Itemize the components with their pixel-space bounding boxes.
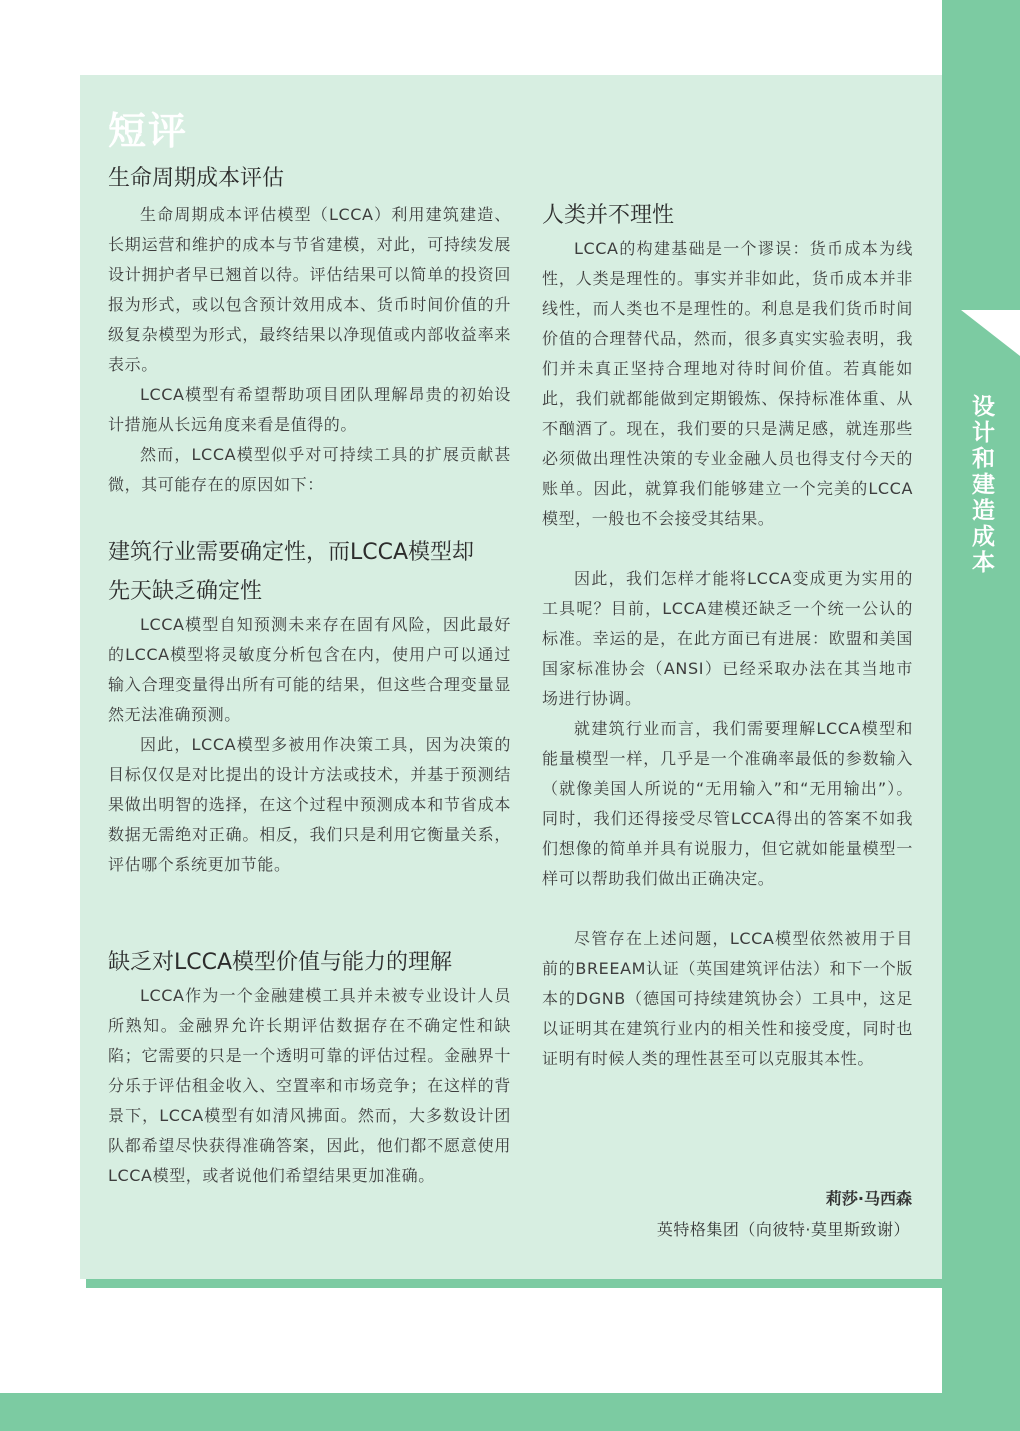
paragraph: LCCA模型有希望帮助项目团队理解昂贵的初始设计措施从长远角度来看是值得的。 [108,385,511,434]
heading-not-rational: 人类并不理性 [542,203,675,228]
section-label: 短评 [108,109,189,153]
paragraph: 生命周期成本评估模型（LCCA）利用建筑建造、长期运营和维护的成本与节省建模，对此，可持续发展设计拥护者早已翘首以待。评估结果可以简单的投资回报为形式，或以包含预计效用成本、货币时间价值的升级复杂模型为形式，最终结果以净现值或内部收益率来表示。 [108,205,511,374]
heading-lifecycle-cost: 生命周期成本评估 [108,166,285,191]
paragraph: LCCA的构建基础是一个谬误：货币成本为线性，人类是理性的。事实并非如此，货币成本并非线性，而人类也不是理性的。利息是我们货币时间价值的合理替代品，然而，很多真实实验表明，我们并未真正坚持合理地对待时间价值。若真能如此，我们就都能做到定期锻炼、保持标准体重、从不酗酒了。现在，我们要的只是满足感，就连那些必须做出理性决策的专业金融人员也得支付今天的账单。因此，就算我们能够建立一个完美的LCCA模型，一般也不会接受其结果。 [542,239,913,528]
paragraph: 尽管存在上述问题，LCCA模型依然被用于目前的BREEAM认证（英国建筑评估法）和下一个版本的DGNB（德国可持续建筑协会）工具中，这足以证明其在建筑行业内的相关性和接受度，同时也证明有时候人类的理性甚至可以克服其本性。 [542,929,913,1068]
bottom-bar [0,1393,1020,1431]
side-tab-title: 设计和建造成本 [968,394,994,576]
heading-understanding: 缺乏对LCCA模型价值与能力的理解 [108,950,453,975]
page-number: 29 [946,1347,972,1371]
paragraph: 然而，LCCA模型似乎对可持续工具的扩展贡献甚微，其可能存在的原因如下： [108,445,511,494]
paragraph: 因此，我们怎样才能将LCCA变成更为实用的工具呢？目前，LCCA建模还缺乏一个统一公认的标准。幸运的是，在此方面已有进展：欧盟和美国国家标准协会（ANSI）已经采取办法在其当地市场进行协调。 [542,569,913,708]
paragraph: LCCA模型自知预测未来存在固有风险，因此最好的LCCA模型将灵敏度分析包含在内，使用户可以通过输入合理变量得出所有可能的结果，但这些合理变量显然无法准确预测。 [108,615,511,724]
author-organization: 英特格集团（向彼特·莫里斯致谢） [656,1220,910,1239]
paragraph: LCCA作为一个金融建模工具并未被专业设计人员所熟知。金融界允许长期评估数据存在不确定性和缺陷；它需要的只是一个透明可靠的评估过程。金融界十分乐于评估租金收入、空置率和市场竞争；在这样的背景下，LCCA模型有如清风拂面。然而，大多数设计团队都希望尽快获得准确答案，因此，他们都不愿意使用LCCA模型，或者说他们希望结果更加准确。 [108,986,511,1185]
side-tab [942,0,1020,1393]
heading-certainty-line2: 先天缺乏确定性 [108,579,263,604]
heading-certainty-line1: 建筑行业需要确定性，而LCCA模型却 [108,540,475,565]
paragraph: 就建筑行业而言，我们需要理解LCCA模型和能量模型一样，几乎是一个准确率最低的参数输入（就像美国人所说的“无用输入”和“无用输出”）。同时，我们还得接受尽管LCCA得出的答案不如我们想像的简单并具有说服力，但它就如能量模型一样可以帮助我们做出正确决定。 [542,719,913,888]
paragraph: 因此，LCCA模型多被用作决策工具，因为决策的目标仅仅是对比提出的设计方法或技术，并基于预测结果做出明智的选择，在这个过程中预测成本和节省成本数据无需绝对正确。相反，我们只是利用它衡量关系，评估哪个系统更加节能。 [108,735,511,874]
author-name: 莉莎·马西森 [825,1189,912,1208]
